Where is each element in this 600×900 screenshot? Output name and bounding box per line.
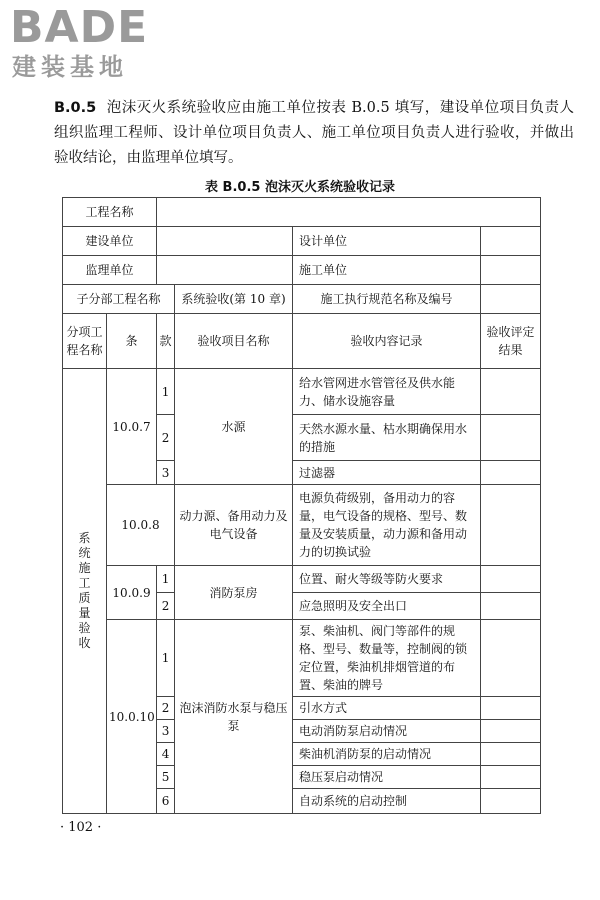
result-cell[interactable] bbox=[481, 593, 541, 620]
clause-cell: 10.0.7 bbox=[107, 369, 157, 485]
logo-sub-text: 建装基地 bbox=[12, 53, 128, 81]
design-unit-value[interactable] bbox=[481, 227, 541, 256]
accept-item-cell: 水源 bbox=[175, 369, 293, 485]
standard-name-value[interactable] bbox=[481, 285, 541, 314]
sub-project-label: 子分部工程名称 bbox=[63, 285, 175, 314]
result-cell[interactable] bbox=[481, 369, 541, 415]
result-cell[interactable] bbox=[481, 789, 541, 814]
header-result: 验收评定结果 bbox=[481, 314, 541, 369]
content-cell: 泵、柴油机、阀门等部件的规格、型号、数量等，控制阀的锁定位置，柴油机排烟管道的布置、柴油的牌号 bbox=[293, 620, 481, 697]
page-number: · 102 · bbox=[60, 820, 102, 835]
intro-paragraph bbox=[54, 96, 574, 171]
sub-clause-cell: 3 bbox=[157, 461, 175, 485]
project-name-label: 工程名称 bbox=[63, 198, 157, 227]
clause-cell: 10.0.10 bbox=[107, 620, 157, 814]
content-cell: 过滤器 bbox=[293, 461, 481, 485]
content-cell: 天然水源水量、枯水期确保用水的措施 bbox=[293, 415, 481, 461]
supervise-unit-value[interactable] bbox=[157, 256, 293, 285]
accept-item-cell: 消防泵房 bbox=[175, 566, 293, 620]
result-cell[interactable] bbox=[481, 461, 541, 485]
category-cell bbox=[63, 369, 107, 814]
sub-clause-cell: 1 bbox=[157, 620, 175, 697]
system-accept-label: 系统验收(第 10 章) bbox=[175, 285, 293, 314]
acceptance-record-table bbox=[62, 197, 541, 814]
sub-clause-cell: 1 bbox=[157, 566, 175, 593]
content-cell: 应急照明及安全出口 bbox=[293, 593, 481, 620]
accept-item-cell: 动力源、备用动力及电气设备 bbox=[175, 485, 293, 566]
clause-cell: 10.0.8 bbox=[107, 485, 175, 566]
header-clause: 条 bbox=[107, 314, 157, 369]
content-cell: 给水管网进水管管径及供水能力、储水设施容量 bbox=[293, 369, 481, 415]
category-text: 系 统 施 工 质 量 验 收 bbox=[78, 531, 91, 650]
sub-clause-cell: 1 bbox=[157, 369, 175, 415]
result-cell[interactable] bbox=[481, 766, 541, 789]
result-cell[interactable] bbox=[481, 720, 541, 743]
sub-clause-cell: 2 bbox=[157, 697, 175, 720]
build-unit-label: 建设单位 bbox=[63, 227, 157, 256]
result-cell[interactable] bbox=[481, 566, 541, 593]
header-accept-item: 验收项目名称 bbox=[175, 314, 293, 369]
content-cell: 位置、耐火等级等防火要求 bbox=[293, 566, 481, 593]
standard-name-label: 施工执行规范名称及编号 bbox=[293, 285, 481, 314]
intro-text: 泡沫灭火系统验收应由施工单位按表 B.0.5 填写，建设单位项目负责人组织监理工程师、设计单位项目负责人、施工单位项目负责人进行验收，并做出验收结论，由监理单位填写。 bbox=[54, 100, 574, 166]
header-content: 验收内容记录 bbox=[293, 314, 481, 369]
content-cell: 电动消防泵启动情况 bbox=[293, 720, 481, 743]
bade-logo bbox=[10, 4, 180, 86]
build-unit-value[interactable] bbox=[157, 227, 293, 256]
sub-clause-cell: 2 bbox=[157, 593, 175, 620]
result-cell[interactable] bbox=[481, 697, 541, 720]
result-cell[interactable] bbox=[481, 743, 541, 766]
supervise-unit-label: 监理单位 bbox=[63, 256, 157, 285]
sub-clause-cell: 2 bbox=[157, 415, 175, 461]
sub-clause-cell: 6 bbox=[157, 789, 175, 814]
result-cell[interactable] bbox=[481, 620, 541, 697]
content-cell: 自动系统的启动控制 bbox=[293, 789, 481, 814]
content-cell: 引水方式 bbox=[293, 697, 481, 720]
section-number: B.0.5 bbox=[54, 100, 97, 116]
accept-item-cell: 泡沫消防水泵与稳压泵 bbox=[175, 620, 293, 814]
design-unit-label: 设计单位 bbox=[293, 227, 481, 256]
content-cell: 柴油机消防泵的启动情况 bbox=[293, 743, 481, 766]
content-cell: 稳压泵启动情况 bbox=[293, 766, 481, 789]
sub-clause-cell: 5 bbox=[157, 766, 175, 789]
header-sub-clause: 款 bbox=[157, 314, 175, 369]
result-cell[interactable] bbox=[481, 415, 541, 461]
sub-clause-cell: 3 bbox=[157, 720, 175, 743]
table-caption: 表 B.0.5 泡沫灭火系统验收记录 bbox=[205, 180, 395, 195]
construct-unit-label: 施工单位 bbox=[293, 256, 481, 285]
result-cell[interactable] bbox=[481, 485, 541, 566]
content-cell: 电源负荷级别，备用动力的容量，电气设备的规格、型号、数量及安装质量，动力源和备用动力的切换试验 bbox=[293, 485, 481, 566]
logo-main-text: BADE bbox=[10, 2, 149, 53]
clause-cell: 10.0.9 bbox=[107, 566, 157, 620]
project-name-value[interactable] bbox=[157, 198, 541, 227]
header-item-project: 分项工程名称 bbox=[63, 314, 107, 369]
sub-clause-cell: 4 bbox=[157, 743, 175, 766]
construct-unit-value[interactable] bbox=[481, 256, 541, 285]
